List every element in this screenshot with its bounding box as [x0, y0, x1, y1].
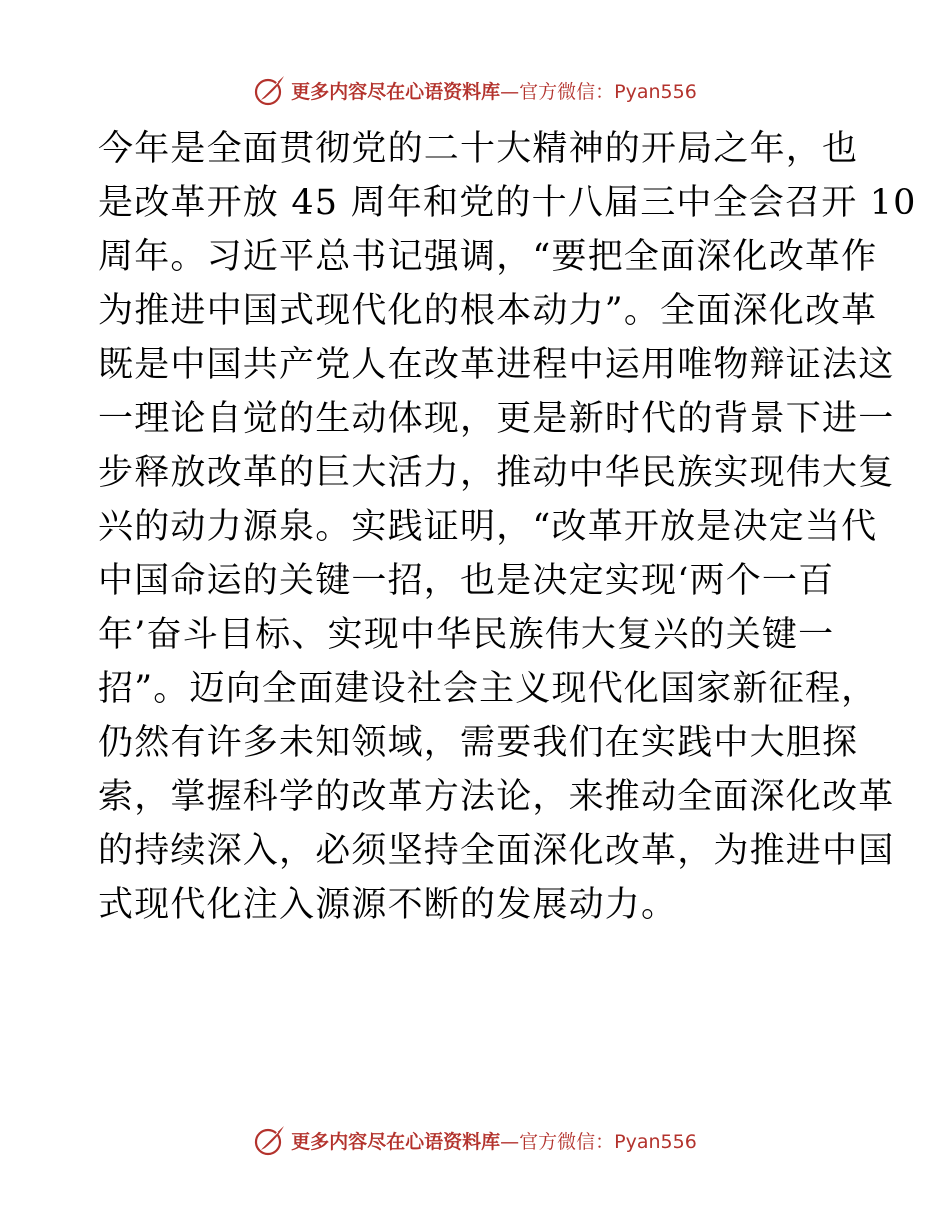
footer-contact-text: —官方微信：Pyan556	[500, 1130, 697, 1153]
body-line: 兴的动力源泉。实践证明，“改革开放是决定当代	[98, 507, 878, 547]
body-line: 仍然有许多未知领域，需要我们在实践中大胆探	[98, 723, 859, 763]
body-line: 步释放改革的巨大活力，推动中华民族实现伟大复	[98, 453, 895, 493]
body-line: 周年。习近平总书记强调，“要把全面深化改革作	[98, 237, 878, 277]
body-line: 的持续深入，必须坚持全面深化改革，为推进中国	[98, 831, 895, 871]
body-line: 是改革开放 45 周年和党的十八届三中全会召开 10	[98, 183, 917, 223]
body-line: 招”。迈向全面建设社会主义现代化国家新征程，	[98, 669, 878, 709]
quill-logo-icon	[253, 1123, 287, 1157]
footer-brand-text: 更多内容尽在心语资料库	[291, 1130, 501, 1153]
header-banner	[0, 70, 950, 110]
body-line: 一理论自觉的生动体现，更是新时代的背景下进一	[98, 399, 895, 439]
document-body	[98, 122, 917, 932]
header-brand-text: 更多内容尽在心语资料库	[291, 80, 501, 103]
body-line: 索，掌握科学的改革方法论，来推动全面深化改革	[98, 777, 895, 817]
footer-banner	[0, 1120, 950, 1160]
header-contact-text: —官方微信：Pyan556	[500, 80, 697, 103]
quill-logo-icon	[253, 73, 287, 107]
body-line: 年’奋斗目标、实现中华民族伟大复兴的关键一	[98, 615, 835, 655]
body-line: 既是中国共产党人在改革进程中运用唯物辩证法这	[98, 345, 895, 385]
body-line: 中国命运的关键一招，也是决定实现‘两个一百	[98, 561, 835, 601]
body-line: 今年是全面贯彻党的二十大精神的开局之年，也	[98, 129, 859, 169]
body-line: 为推进中国式现代化的根本动力”。全面深化改革	[98, 291, 878, 331]
body-line: 式现代化注入源源不断的发展动力。	[98, 885, 678, 925]
